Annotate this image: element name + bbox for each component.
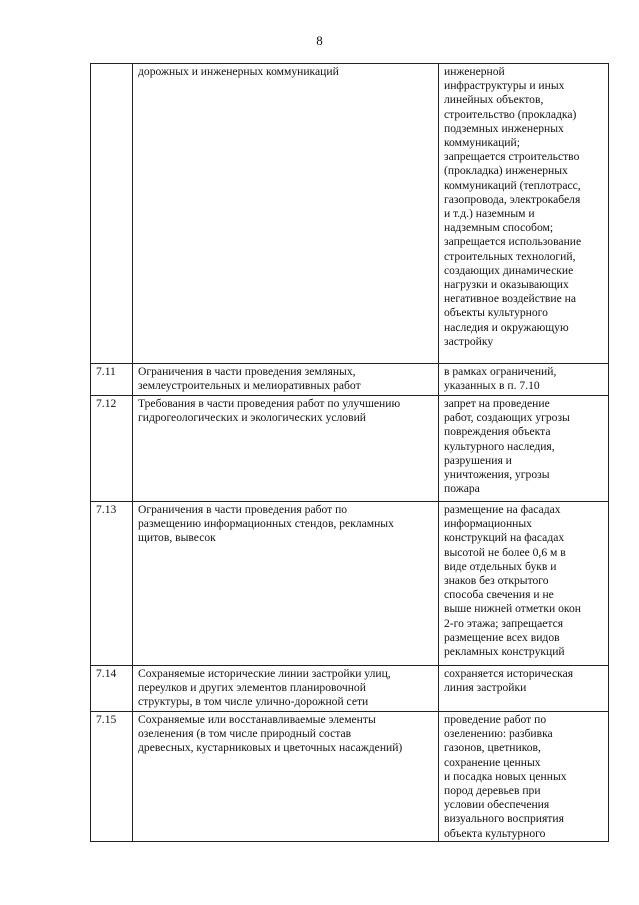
text-line: запрещается строительство bbox=[444, 150, 580, 164]
text-line: визуального восприятия bbox=[444, 812, 564, 826]
text-line: сохранение ценных bbox=[444, 755, 541, 769]
text-line: работ, создающих угрозы bbox=[444, 411, 570, 425]
text-line: коммуникаций; bbox=[444, 136, 520, 150]
text-line: 2-го этажа; запрещается bbox=[444, 616, 564, 630]
text-line: пород деревьев при bbox=[444, 784, 541, 798]
text-line: высотой не более 0,6 м в bbox=[444, 545, 566, 559]
text-line: надземным способом; bbox=[444, 221, 554, 235]
text-line: повреждения объекта bbox=[444, 425, 551, 439]
restriction-name bbox=[133, 64, 439, 364]
text-line: нагрузки и оказывающих bbox=[444, 278, 569, 292]
text-line: размещению информационных стендов, рекламных bbox=[138, 517, 394, 531]
restriction-requirement bbox=[439, 712, 609, 842]
restriction-name bbox=[133, 502, 439, 666]
text-line: газонов, цветников, bbox=[444, 741, 541, 755]
text-line: выше нижней отметки окон bbox=[444, 602, 581, 616]
table-row bbox=[91, 712, 609, 842]
row-number: 7.13 bbox=[91, 502, 133, 666]
text-line: создающих динамические bbox=[444, 263, 574, 277]
text-line: Ограничения в части проведения работ по bbox=[138, 503, 348, 516]
text-line: условии обеспечения bbox=[444, 798, 550, 812]
restriction-requirement bbox=[439, 64, 609, 364]
text-line: (прокладка) инженерных bbox=[444, 164, 568, 178]
text-line: объекты культурного bbox=[444, 306, 548, 320]
table-row bbox=[91, 64, 609, 364]
row-number: 7.15 bbox=[91, 712, 133, 842]
text-line: указанных в п. 7.10 bbox=[444, 379, 540, 393]
text-line: озеленению: разбивка bbox=[444, 727, 553, 741]
restriction-name bbox=[133, 396, 439, 502]
text-line: инженерной bbox=[444, 65, 505, 78]
text-line: негативное воздействие на bbox=[444, 292, 576, 306]
text-line: подземных инженерных bbox=[444, 121, 564, 135]
restriction-name bbox=[133, 712, 439, 842]
text-line: проведение работ по bbox=[444, 713, 547, 726]
text-line: структуры, в том числе улично-дорожной сети bbox=[138, 695, 369, 709]
text-line: рекламных конструкций bbox=[444, 645, 565, 659]
restrictions-table bbox=[90, 63, 609, 842]
text-line: коммуникаций (теплотрасс, bbox=[444, 178, 581, 192]
row-number: 7.11 bbox=[91, 364, 133, 396]
text-line: Ограничения в части проведения земляных, bbox=[138, 365, 356, 378]
text-line: древесных, кустарниковых и цветочных насаждений) bbox=[138, 741, 403, 755]
restriction-name bbox=[133, 364, 439, 396]
restriction-requirement bbox=[439, 364, 609, 396]
text-line: в рамках ограничений, bbox=[444, 365, 557, 378]
text-line: переулков и других элементов планировочной bbox=[138, 681, 366, 695]
text-line: разрушения и bbox=[444, 453, 512, 467]
text-line: объекта культурного bbox=[444, 826, 546, 840]
row-number: 7.12 bbox=[91, 396, 133, 502]
text-line: землеустроительных и мелиоративных работ bbox=[138, 379, 361, 393]
text-line: строительных технологий, bbox=[444, 249, 576, 263]
text-line: запрещается использование bbox=[444, 235, 582, 249]
text-line: запрет на проведение bbox=[444, 397, 550, 410]
text-line: газопровода, электрокабеля bbox=[444, 192, 581, 206]
text-line: инфраструктуры и иных bbox=[444, 79, 565, 93]
text-line: знаков без открытого bbox=[444, 574, 549, 588]
table-row bbox=[91, 364, 609, 396]
text-line: Сохраняемые исторические линии застройки улиц, bbox=[138, 667, 391, 680]
text-line: размещение на фасадах bbox=[444, 503, 561, 516]
text-line: наследия и окружающую bbox=[444, 320, 569, 334]
text-line: конструкций на фасадах bbox=[444, 531, 565, 545]
text-line: размещение всех видов bbox=[444, 630, 560, 644]
text-line: виде отдельных букв и bbox=[444, 559, 557, 573]
restriction-requirement bbox=[439, 666, 609, 712]
table-row bbox=[91, 502, 609, 666]
text-line: пожара bbox=[444, 482, 480, 496]
text-line: и посадка новых ценных bbox=[444, 769, 567, 783]
table-row bbox=[91, 396, 609, 502]
restriction-requirement bbox=[439, 396, 609, 502]
text-line: уничтожения, угрозы bbox=[444, 468, 550, 482]
text-line: дорожных и инженерных коммуникаций bbox=[138, 65, 339, 78]
text-line: Требования в части проведения работ по улучшению bbox=[138, 397, 401, 410]
row-number bbox=[91, 64, 133, 364]
table-row bbox=[91, 666, 609, 712]
text-line: культурного наследия, bbox=[444, 439, 555, 453]
text-line: линия застройки bbox=[444, 681, 527, 695]
text-line: озеленения (в том числе природный состав bbox=[138, 727, 352, 741]
row-number: 7.14 bbox=[91, 666, 133, 712]
text-line: сохраняется историческая bbox=[444, 667, 574, 680]
page-number: 8 bbox=[316, 33, 323, 48]
text-line: строительство (прокладка) bbox=[444, 107, 577, 121]
text-line: гидрогеологических и экологических условий bbox=[138, 411, 366, 425]
text-line: и т.д.) наземным и bbox=[444, 207, 535, 221]
text-line: способа свечения и не bbox=[444, 588, 554, 602]
text-line: щитов, вывесок bbox=[138, 531, 216, 545]
text-line: информационных bbox=[444, 517, 532, 531]
restriction-name bbox=[133, 666, 439, 712]
text-line: застройку bbox=[444, 334, 494, 348]
text-line: Сохраняемые или восстанавливаемые элементы bbox=[138, 713, 376, 726]
restriction-requirement bbox=[439, 502, 609, 666]
text-line: линейных объектов, bbox=[444, 93, 544, 107]
